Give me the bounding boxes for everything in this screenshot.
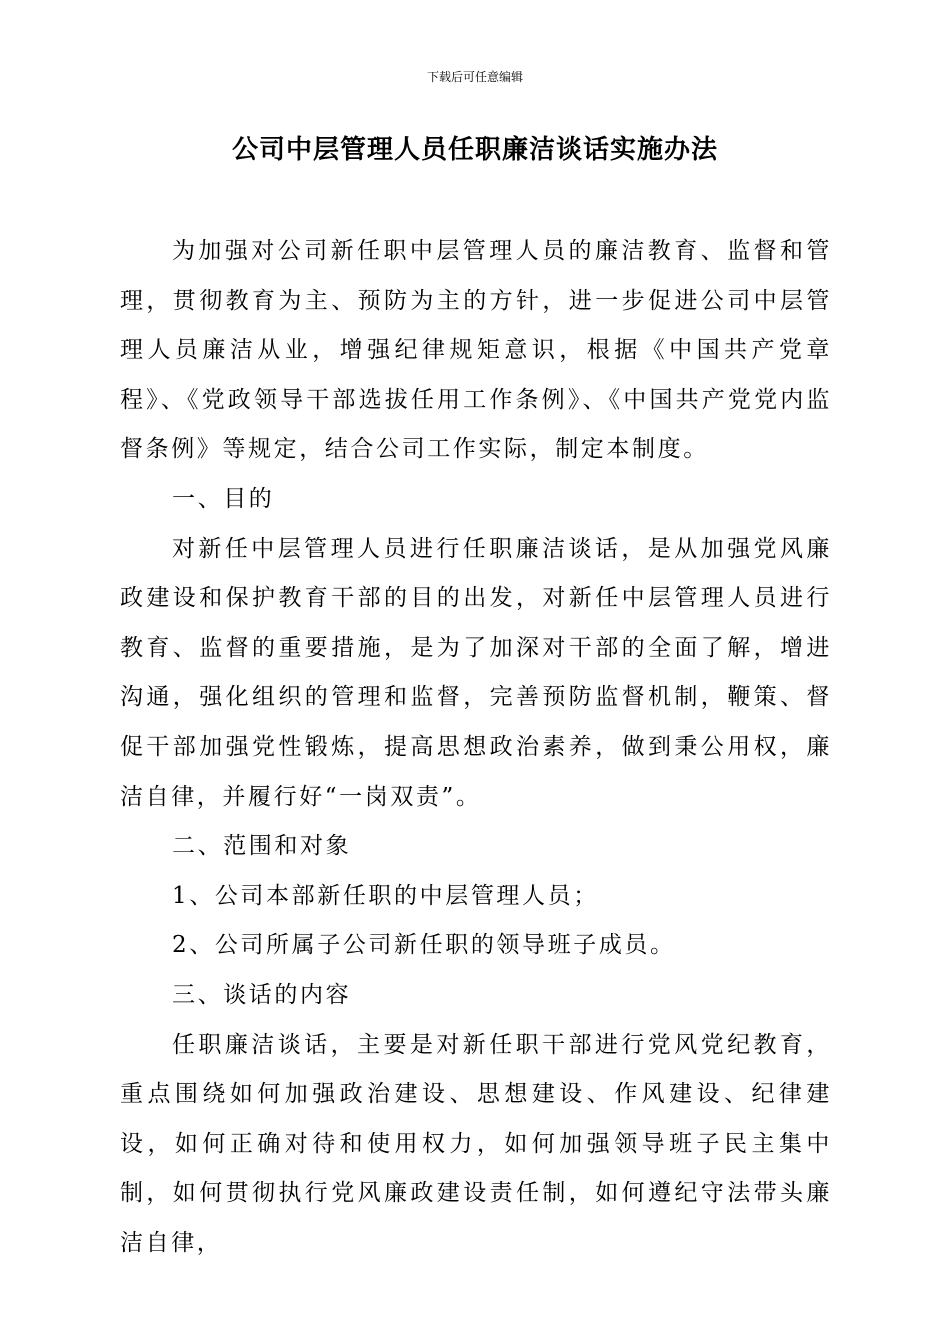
document-body bbox=[120, 227, 832, 1268]
scope-item-2: 2、公司所属子公司新任职的领导班子成员。 bbox=[172, 932, 676, 959]
content-paragraph: 任职廉洁谈话，主要是对新任职干部进行党风党纪教育，重点围绕如何加强政治建设、思想建设、作风建设、纪律建设，如何正确对待和使用权力，如何加强领导班子民主集中制，如何贯彻执行党风廉政建设责任制，如何遵纪守法带头廉洁自律， bbox=[120, 1031, 832, 1256]
section-heading-scope: 二、范围和对象 bbox=[172, 833, 352, 860]
document-title: 公司中层管理人员任职廉洁谈话实施办法 bbox=[231, 135, 718, 165]
intro-paragraph: 为加强对公司新任职中层管理人员的廉洁教育、监督和管理，贯彻教育为主、预防为主的方针，进一步促进公司中层管理人员廉洁从业，增强纪律规矩意识，根据《中国共产党章程》、《党政领导干部选拔任用工作条例》、《中国共产党党内监督条例》等规定，结合公司工作实际，制定本制度。 bbox=[120, 238, 832, 463]
section-heading-purpose: 一、目的 bbox=[172, 485, 275, 512]
header-note: 下载后可任意编辑 bbox=[426, 70, 523, 84]
scope-item-1: 1、公司本部新任职的中层管理人员； bbox=[172, 882, 599, 909]
purpose-paragraph: 对新任中层管理人员进行任职廉洁谈话，是从加强党风廉政建设和保护教育干部的目的出发，对新任中层管理人员进行教育、监督的重要措施，是为了加深对干部的全面了解，增进沟通，强化组织的管理和监督，完善预防监督机制，鞭策、督促干部加强党性锻炼，提高思想政治素养，做到秉公用权，廉洁自律，并履行好“一岗双责”。 bbox=[120, 535, 832, 810]
section-heading-content: 三、谈话的内容 bbox=[172, 981, 352, 1008]
